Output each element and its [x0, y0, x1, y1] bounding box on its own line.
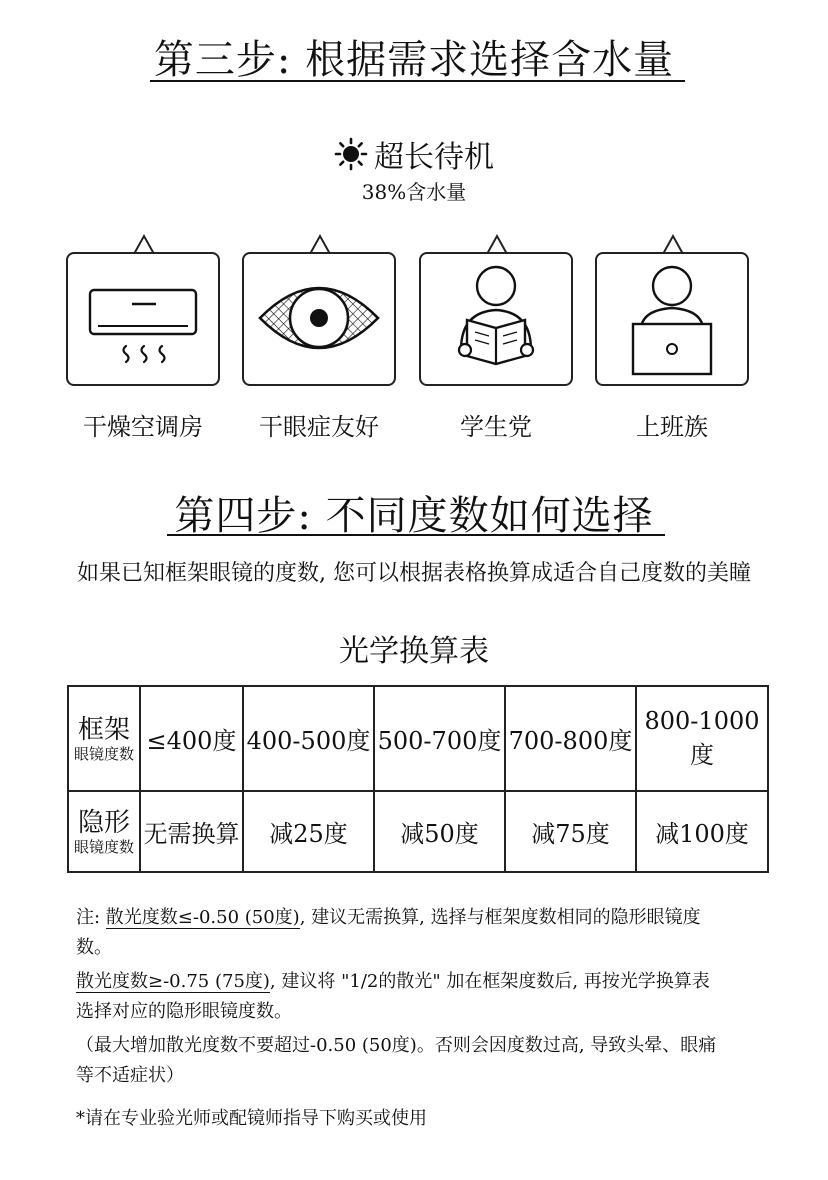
table-cell: 减75度 — [505, 791, 636, 872]
note-text: , 建议无需换算, 选择与框架度数相同的隐形眼镜度 — [299, 907, 701, 928]
table-row — [68, 791, 768, 872]
sun-icon — [334, 137, 368, 171]
table-cell: 无需换算 — [140, 791, 243, 872]
table-cell: 700-800度 — [505, 686, 636, 791]
scenario-card-office — [595, 252, 749, 386]
table-title: 光学换算表 — [339, 634, 489, 669]
mode-heading — [0, 132, 828, 176]
scenario-card-student — [419, 252, 573, 386]
student-reading-icon — [421, 254, 571, 384]
scenario-label: 干燥空调房 — [83, 413, 203, 441]
row-header — [68, 791, 140, 872]
air-conditioner-icon — [68, 254, 218, 384]
row-header-main: 隐形 — [77, 807, 130, 838]
note-3-line2: 等不适症状） — [76, 1065, 184, 1086]
step4-title: 第四步: 不同度数如何选择 — [174, 493, 654, 539]
row-header-sub: 眼镜度数 — [73, 837, 134, 856]
mode-subtitle: 38%含水量 — [361, 180, 467, 204]
step3-title-underline — [150, 80, 685, 82]
scenario-card-dry-eye — [242, 252, 396, 386]
table-cell: 减100度 — [636, 791, 768, 872]
row-header — [68, 686, 140, 791]
scenario-card-dry-ac — [66, 252, 220, 386]
table-row — [68, 686, 768, 791]
eye-icon — [244, 254, 394, 384]
note-2 — [76, 967, 766, 997]
table-cell: 400-500度 — [243, 686, 374, 791]
note-text: , 建议将 "1/2的散光" 加在框架度数后, 再按光学换算表 — [269, 971, 710, 992]
row-header-sub: 眼镜度数 — [73, 744, 134, 763]
step3-title: 第三步: 根据需求选择含水量 — [153, 37, 675, 83]
footer-disclaimer: *请在专业验光师或配镜师指导下购买或使用 — [76, 1108, 427, 1129]
table-cell: 500-700度 — [374, 686, 505, 791]
table-cell: 减25度 — [243, 791, 374, 872]
scenario-label: 学生党 — [460, 413, 532, 441]
note-1 — [76, 903, 766, 933]
row-header-main: 框架 — [77, 714, 130, 745]
mode-title: 超长待机 — [374, 140, 494, 175]
note-underlined: 散光度数≥-0.75 (75度) — [76, 971, 270, 992]
note-prefix: 注: — [76, 907, 106, 928]
note-1-cont: 数。 — [76, 937, 112, 958]
office-laptop-icon — [597, 254, 747, 384]
optical-conversion-table — [67, 685, 769, 873]
note-3-line1: （最大增加散光度数不要超过-0.50 (50度)。否则会因度数过高, 导致头晕、眼痛 — [76, 1035, 717, 1056]
step4-title-underline — [167, 534, 665, 536]
table-cell: ≤400度 — [140, 686, 243, 791]
table-cell: 减50度 — [374, 791, 505, 872]
scenario-label: 干眼症友好 — [259, 413, 379, 441]
step4-intro: 如果已知框架眼镜的度数, 您可以根据表格换算成适合自己度数的美瞳 — [77, 561, 751, 586]
note-2-cont: 选择对应的隐形眼镜度数。 — [76, 1001, 292, 1022]
note-underlined: 散光度数≤-0.50 (50度) — [105, 907, 300, 928]
table-cell: 800-1000度 — [636, 686, 768, 791]
scenario-label: 上班族 — [636, 413, 708, 441]
